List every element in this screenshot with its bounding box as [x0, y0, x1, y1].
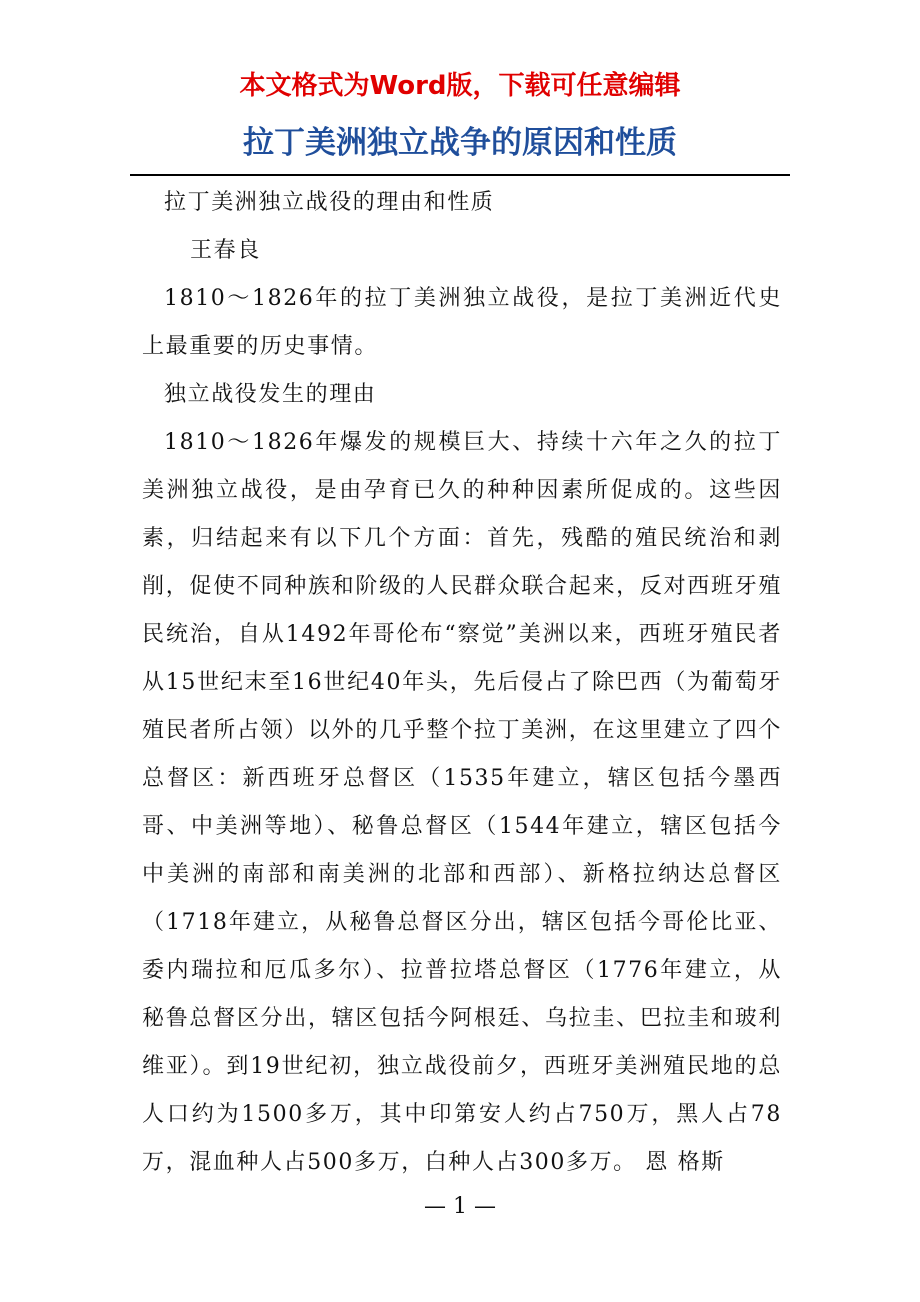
article-body: [142, 179, 782, 1187]
paragraph-causes: 1810～1826年爆发的规模巨大、持续十六年之久的拉丁美洲独立战役，是由孕育已久的种种因素所促成的。这些因素，归结起来有以下几个方面：首先，残酷的殖民统治和剥削，促使不同种族和阶级的人民群众联合起来，反对西班牙殖民统治，自从1492年哥伦布“察觉”美洲以来，西班牙殖民者从15世纪末至16世纪40年头，先后侵占了除巴西（为葡萄牙殖民者所占领）以外的几乎整个拉丁美洲，在这里建立了四个总督区：新西班牙总督区（1535年建立，辖区包括今墨西哥、中美洲等地）、秘鲁总督区（1544年建立，辖区包括今中美洲的南部和南美洲的北部和西部）、新格拉纳达总督区（1718年建立，从秘鲁总督区分出，辖区包括今哥伦比亚、委内瑞拉和厄瓜多尔）、拉普拉塔总督区（1776年建立，从秘鲁总督区分出，辖区包括今阿根廷、乌拉圭、巴拉圭和玻利维亚）。到19世纪初，独立战役前夕，西班牙美洲殖民地的总人口约为1500多万，其中印第安人约占750万，黑人占78万，混血种人占500多万，白种人占300多万。 恩 格斯: [142, 430, 782, 1175]
article-heading: 拉丁美洲独立战役的理由和性质: [164, 190, 495, 215]
page-number: — 1 —: [424, 1194, 496, 1219]
author-name: 王春良: [190, 238, 261, 263]
title-divider: [130, 174, 790, 176]
page-title: 拉丁美洲独立战争的原因和性质: [243, 125, 677, 161]
section-heading: 独立战役发生的理由: [164, 382, 377, 407]
download-banner: 本文格式为Word版，下载可任意编辑: [239, 71, 681, 101]
paragraph-intro: 1810～1826年的拉丁美洲独立战役，是拉丁美洲近代史上最重要的历史事情。: [142, 286, 782, 359]
